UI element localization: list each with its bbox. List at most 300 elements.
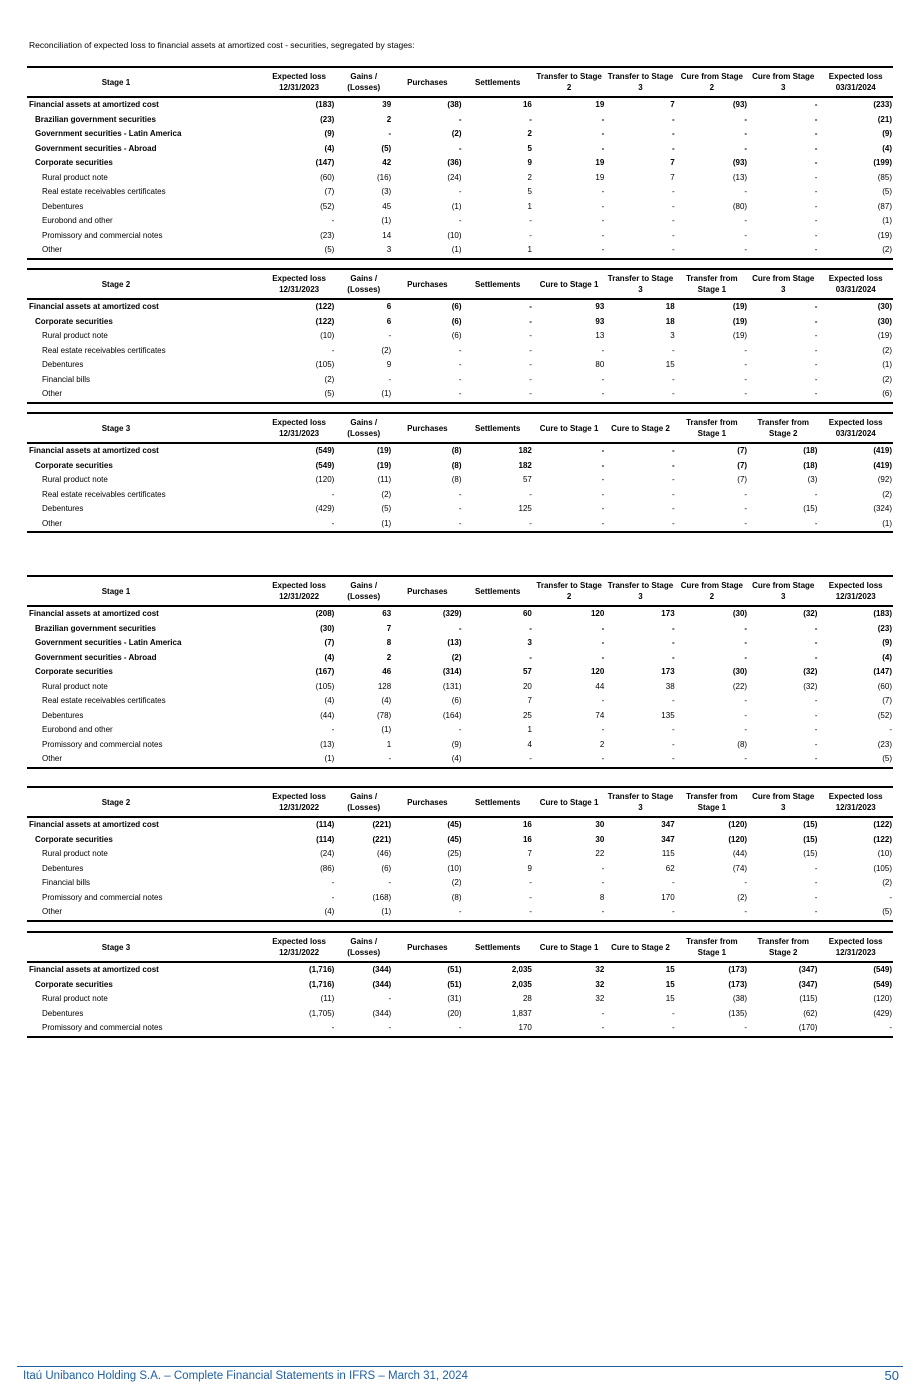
- table-cell: 9: [527, 863, 532, 873]
- table-cell: 30: [595, 834, 605, 844]
- table-cell: (18): [803, 460, 818, 470]
- table-cell: (45): [447, 834, 462, 844]
- table-cell: (31): [447, 994, 462, 1003]
- table-row: [27, 622, 893, 637]
- table-cell: (93): [732, 158, 748, 167]
- table-cell: -: [671, 143, 675, 153]
- table-cell: -: [889, 892, 892, 902]
- row-label: Brazilian government securities: [35, 623, 156, 633]
- table-cell: (6): [818, 387, 893, 403]
- table-row: [27, 651, 893, 666]
- table-cell: -: [814, 892, 818, 902]
- column-header: Settlements: [463, 787, 533, 817]
- table-cell: (324): [873, 504, 892, 513]
- row-label: Rural product note: [42, 849, 108, 858]
- table-cell: 182: [518, 446, 532, 455]
- table-cell: (19): [732, 316, 748, 326]
- table-cell: (30): [320, 623, 335, 633]
- table-cell: (44): [320, 710, 335, 720]
- table-cell: -: [671, 739, 675, 749]
- table-cell: -: [529, 316, 532, 326]
- table-cell: -: [601, 143, 605, 153]
- table-cell: 2,035: [511, 979, 532, 989]
- table-cell: -: [533, 905, 605, 921]
- table-cell: (2): [882, 345, 892, 355]
- table-cell: -: [671, 216, 675, 225]
- column-header: Expected loss 12/31/2023: [263, 67, 335, 97]
- table-cell: (1): [882, 360, 892, 369]
- table-cell: (131): [442, 681, 462, 691]
- table-cell: -: [814, 158, 818, 167]
- table-cell: -: [814, 100, 818, 109]
- table-cell: (122): [873, 834, 892, 844]
- table-cell: -: [744, 504, 748, 513]
- column-header: Transfer to Stage 3: [605, 269, 675, 299]
- row-label: Other: [27, 752, 263, 768]
- table-cell: -: [529, 360, 532, 369]
- table-cell: -: [601, 374, 605, 384]
- table-cell: 60: [522, 609, 532, 618]
- table-cell: -: [814, 710, 818, 720]
- table-cell: (30): [732, 667, 748, 676]
- table-row: [27, 459, 893, 474]
- table-row: [27, 185, 893, 200]
- table-cell: 2: [599, 739, 605, 749]
- table-cell: (2): [381, 489, 392, 499]
- table-cell: -: [671, 230, 675, 240]
- table-cell: (19): [877, 331, 892, 340]
- table-cell: -: [744, 374, 748, 384]
- table-row: [27, 443, 893, 459]
- row-label: Government securities - Latin America: [35, 129, 182, 138]
- table-cell: (329): [442, 609, 462, 618]
- table-cell: 2: [527, 129, 532, 138]
- table-cell: (19): [877, 230, 892, 240]
- table-cell: -: [744, 638, 748, 647]
- table-row: [27, 329, 893, 344]
- table-cell: (120): [315, 475, 335, 484]
- table-cell: -: [529, 878, 532, 887]
- table-cell: -: [463, 517, 533, 533]
- table-cell: (86): [320, 863, 335, 873]
- column-header: Settlements: [463, 413, 533, 443]
- table-cell: (3): [381, 187, 392, 196]
- table-cell: -: [744, 187, 748, 196]
- table-cell: -: [601, 460, 605, 470]
- table-cell: (32): [803, 609, 818, 618]
- table-cell: -: [605, 387, 675, 403]
- table-row: [27, 200, 893, 215]
- table-cell: 25: [522, 710, 532, 720]
- column-header: Cure to Stage 2: [605, 413, 675, 443]
- table-cell: -: [676, 387, 748, 403]
- table-cell: -: [671, 446, 675, 455]
- table-row: [27, 229, 893, 244]
- table-cell: (115): [799, 994, 818, 1003]
- table-cell: 16: [522, 100, 532, 109]
- table-cell: (78): [376, 710, 392, 720]
- table-cell: -: [671, 638, 675, 647]
- table-cell: -: [671, 623, 675, 633]
- table-cell: 74: [595, 710, 605, 720]
- table-cell: 93: [595, 316, 605, 326]
- table-cell: -: [601, 725, 605, 734]
- table-row: [27, 992, 893, 1007]
- table-cell: -: [458, 360, 462, 369]
- table-header-row: [27, 269, 893, 299]
- table-cell: 32: [595, 979, 605, 989]
- table-cell: (105): [315, 681, 335, 691]
- table-cell: -: [529, 331, 532, 340]
- table-cell: -: [463, 752, 533, 768]
- table-stage-header: Stage 2: [27, 269, 263, 299]
- table-cell: -: [601, 230, 605, 240]
- table-cell: 22: [595, 849, 605, 858]
- table-cell: -: [529, 114, 532, 124]
- table-cell: (344): [372, 965, 392, 974]
- intro-text: Reconciliation of expected loss to financial assets at amortized cost - securities, segregated by stages:: [29, 40, 415, 50]
- table-cell: 6: [386, 316, 392, 326]
- row-label: Debentures: [42, 360, 84, 369]
- table-row: [27, 905, 893, 921]
- table-cell: -: [814, 878, 818, 887]
- table-cell: 7: [527, 849, 532, 858]
- table-cell: (1): [451, 201, 462, 211]
- row-label: Financial assets at amortized cost: [29, 965, 159, 974]
- row-label: Financial assets at amortized cost: [29, 302, 159, 311]
- table-cell: -: [744, 710, 748, 720]
- table-cell: 170: [463, 1021, 533, 1037]
- table-row: [27, 752, 893, 768]
- column-header: Purchases: [392, 787, 462, 817]
- row-label: Government securities - Abroad: [35, 652, 157, 662]
- table-cell: 62: [665, 863, 675, 873]
- table-cell: -: [335, 752, 392, 768]
- table-cell: -: [744, 652, 748, 662]
- column-header: Settlements: [463, 67, 533, 97]
- stage2-2023-table: [27, 786, 893, 922]
- table-cell: 20: [522, 681, 532, 691]
- table-cell: -: [392, 517, 462, 533]
- table-cell: -: [814, 360, 818, 369]
- table-cell: (16): [376, 172, 392, 182]
- table-cell: (3): [807, 475, 818, 484]
- table-cell: (1): [882, 216, 892, 225]
- table-cell: 347: [661, 820, 675, 829]
- column-header: Transfer to Stage 2: [533, 67, 605, 97]
- table-row: [27, 833, 893, 848]
- table-cell: -: [601, 446, 605, 455]
- table-cell: (147): [315, 158, 335, 167]
- table-cell: -: [814, 863, 818, 873]
- table-cell: -: [335, 1021, 392, 1037]
- table-cell: -: [676, 905, 748, 921]
- table-cell: 125: [518, 504, 532, 513]
- table-cell: (15): [803, 820, 818, 829]
- row-label: Promissory and commercial notes: [42, 892, 163, 902]
- table-cell: 32: [595, 965, 605, 974]
- table-cell: (1): [381, 216, 392, 225]
- table-cell: 347: [661, 834, 675, 844]
- table-cell: -: [671, 345, 675, 355]
- table-cell: (13): [447, 638, 462, 647]
- table-cell: (183): [315, 100, 335, 109]
- table-cell: -: [818, 1021, 893, 1037]
- table-cell: -: [744, 143, 748, 153]
- table-cell: (2): [451, 129, 462, 138]
- table-cell: 16: [522, 834, 532, 844]
- table-cell: -: [671, 489, 675, 499]
- table-cell: (1): [335, 517, 392, 533]
- column-header: Settlements: [463, 932, 533, 962]
- table-cell: -: [744, 489, 748, 499]
- column-header: Cure to Stage 1: [533, 787, 605, 817]
- table-row: [27, 299, 893, 315]
- table-cell: (122): [873, 820, 892, 829]
- table-cell: (19): [732, 331, 748, 340]
- table-cell: (18): [803, 446, 818, 455]
- table-cell: (4): [381, 696, 392, 705]
- column-header: Transfer to Stage 3: [605, 576, 675, 606]
- table-cell: -: [744, 114, 748, 124]
- table-cell: (1,716): [308, 965, 335, 974]
- table-row: [27, 142, 893, 157]
- table-cell: -: [601, 129, 605, 138]
- table-cell: 38: [665, 681, 675, 691]
- table-row: [27, 113, 893, 128]
- table-cell: 2,035: [511, 965, 532, 974]
- table-cell: (114): [316, 834, 335, 844]
- page-number: 50: [884, 1368, 899, 1383]
- table-cell: (120): [873, 994, 892, 1003]
- row-label: Real estate receivables certificates: [42, 345, 166, 355]
- table-cell: (4): [324, 696, 335, 705]
- table-cell: -: [814, 725, 818, 734]
- table-cell: (32): [803, 667, 818, 676]
- table-cell: -: [463, 905, 533, 921]
- table-cell: (92): [877, 475, 892, 484]
- table-cell: (429): [873, 1008, 892, 1018]
- table-cell: -: [601, 216, 605, 225]
- table-cell: 5: [527, 187, 532, 196]
- table-cell: (51): [447, 979, 462, 989]
- table-cell: 135: [661, 710, 675, 720]
- table-cell: 13: [595, 331, 605, 340]
- table-cell: -: [605, 752, 675, 768]
- table-cell: 32: [595, 994, 605, 1003]
- row-label: Government securities - Latin America: [35, 638, 182, 647]
- table-cell: -: [676, 1021, 748, 1037]
- table-cell: (19): [376, 446, 392, 455]
- table-cell: -: [458, 216, 462, 225]
- table-cell: -: [533, 1021, 605, 1037]
- table-row: [27, 817, 893, 833]
- table-cell: (11): [320, 994, 335, 1003]
- table-cell: (74): [732, 863, 748, 873]
- table-cell: (314): [442, 667, 462, 676]
- table-cell: (52): [877, 710, 892, 720]
- table-cell: -: [388, 331, 392, 340]
- column-header: Cure from Stage 3: [748, 576, 818, 606]
- table-cell: (24): [447, 172, 462, 182]
- table-cell: (52): [320, 201, 335, 211]
- table-cell: (2): [737, 892, 748, 902]
- table-row: [27, 517, 893, 533]
- table-cell: (4): [324, 652, 335, 662]
- column-header: Transfer from Stage 2: [748, 413, 818, 443]
- table-cell: (122): [315, 316, 335, 326]
- table-cell: (221): [372, 820, 392, 829]
- table-cell: -: [605, 243, 675, 259]
- table-cell: -: [671, 475, 675, 484]
- table-cell: -: [529, 892, 532, 902]
- table-cell: -: [601, 623, 605, 633]
- column-header: Gains / (Losses): [335, 932, 392, 962]
- table-stage-header: Stage 1: [27, 67, 263, 97]
- row-label: Financial bills: [42, 374, 91, 384]
- table-cell: -: [601, 638, 605, 647]
- row-label: Real estate receivables certificates: [42, 696, 166, 705]
- table-cell: (8): [451, 460, 462, 470]
- column-header: Expected loss 03/31/2024: [818, 413, 893, 443]
- table-cell: 8: [599, 892, 605, 902]
- table-cell: 1,837: [511, 1008, 532, 1018]
- table-cell: 128: [377, 681, 392, 691]
- table-cell: -: [744, 129, 748, 138]
- table-cell: (1): [381, 725, 392, 734]
- table-cell: -: [814, 216, 818, 225]
- table-cell: -: [263, 1021, 335, 1037]
- table-cell: (15): [803, 849, 818, 858]
- table-cell: -: [458, 504, 462, 513]
- table-cell: (4): [324, 143, 335, 153]
- table-cell: -: [529, 374, 532, 384]
- row-label: Financial assets at amortized cost: [29, 100, 159, 109]
- table-cell: 7: [527, 696, 532, 705]
- table-cell: 7: [670, 172, 675, 182]
- table-cell: (9): [324, 129, 335, 138]
- table-cell: -: [814, 201, 818, 211]
- table-cell: -: [458, 374, 462, 384]
- table-cell: (7): [737, 460, 748, 470]
- column-header: Transfer from Stage 1: [676, 413, 748, 443]
- table-row: [27, 214, 893, 229]
- table-row: [27, 876, 893, 891]
- row-label: Corporate securities: [35, 316, 113, 326]
- table-cell: -: [263, 517, 335, 533]
- row-label: Corporate securities: [35, 460, 113, 470]
- table-cell: 28: [522, 994, 532, 1003]
- table-cell: (23): [320, 230, 335, 240]
- table-cell: 44: [595, 681, 605, 691]
- table-cell: (122): [315, 302, 335, 311]
- table-cell: (135): [728, 1008, 748, 1018]
- table-cell: -: [529, 230, 532, 240]
- table-cell: (10): [877, 849, 892, 858]
- row-label: Other: [27, 905, 263, 921]
- table-cell: -: [814, 638, 818, 647]
- column-header: Transfer from Stage 1: [676, 787, 748, 817]
- table-cell: -: [744, 878, 748, 887]
- column-header: Purchases: [392, 576, 462, 606]
- table-cell: (429): [315, 504, 335, 513]
- table-row: [27, 978, 893, 993]
- table-cell: (120): [728, 820, 748, 829]
- table-cell: -: [814, 172, 818, 182]
- table-cell: -: [458, 187, 462, 196]
- table-cell: (30): [877, 302, 892, 311]
- table-cell: -: [744, 696, 748, 705]
- table-row: [27, 606, 893, 622]
- table-cell: -: [601, 475, 605, 484]
- table-cell: -: [814, 316, 818, 326]
- table-cell: 15: [665, 360, 675, 369]
- table-cell: -: [331, 489, 335, 499]
- table-cell: (62): [803, 1008, 818, 1018]
- table-cell: -: [529, 489, 532, 499]
- table-row: [27, 1007, 893, 1022]
- column-header: Expected loss 12/31/2023: [818, 576, 893, 606]
- table-cell: -: [529, 652, 532, 662]
- table-cell: 4: [527, 739, 532, 749]
- table-cell: (120): [728, 834, 748, 844]
- table-stage-header: Stage 3: [27, 413, 263, 443]
- table-cell: (168): [372, 892, 392, 902]
- table-cell: 5: [527, 143, 532, 153]
- table-cell: (25): [447, 849, 462, 858]
- table-cell: (6): [451, 331, 462, 340]
- row-label: Debentures: [42, 1008, 84, 1018]
- table-cell: (10): [447, 863, 462, 873]
- stage1-2024-table: [27, 66, 893, 260]
- table-cell: 15: [665, 965, 675, 974]
- table-stage-header: Stage 3: [27, 932, 263, 962]
- column-header: Transfer from Stage 1: [676, 932, 748, 962]
- table-cell: (7): [324, 187, 335, 196]
- table-cell: -: [889, 725, 892, 734]
- table-cell: -: [529, 345, 532, 355]
- column-header: Cure from Stage 2: [676, 67, 748, 97]
- table-cell: (93): [732, 100, 748, 109]
- table-cell: 173: [661, 667, 675, 676]
- table-row: [27, 709, 893, 724]
- table-cell: (2): [324, 374, 335, 384]
- column-header: Gains / (Losses): [335, 787, 392, 817]
- table-cell: (549): [873, 965, 892, 974]
- column-header: Purchases: [392, 413, 462, 443]
- table-cell: (167): [315, 667, 335, 676]
- column-header: Expected loss 03/31/2024: [818, 269, 893, 299]
- table-cell: -: [671, 460, 675, 470]
- row-label: Debentures: [42, 504, 84, 513]
- table-cell: 120: [590, 609, 605, 618]
- table-stage-header: Stage 2: [27, 787, 263, 817]
- table-cell: -: [463, 387, 533, 403]
- column-header: Gains / (Losses): [335, 576, 392, 606]
- row-label: Promissory and commercial notes: [42, 230, 163, 240]
- table-cell: (6): [451, 696, 462, 705]
- table-cell: (30): [877, 316, 892, 326]
- table-cell: -: [601, 201, 605, 211]
- column-header: Cure to Stage 1: [533, 932, 605, 962]
- table-cell: (4): [263, 905, 335, 921]
- table-row: [27, 156, 893, 171]
- table-row: [27, 694, 893, 709]
- table-cell: -: [601, 345, 605, 355]
- table-cell: (30): [732, 609, 748, 618]
- column-header: Gains / (Losses): [335, 413, 392, 443]
- table-cell: -: [748, 752, 818, 768]
